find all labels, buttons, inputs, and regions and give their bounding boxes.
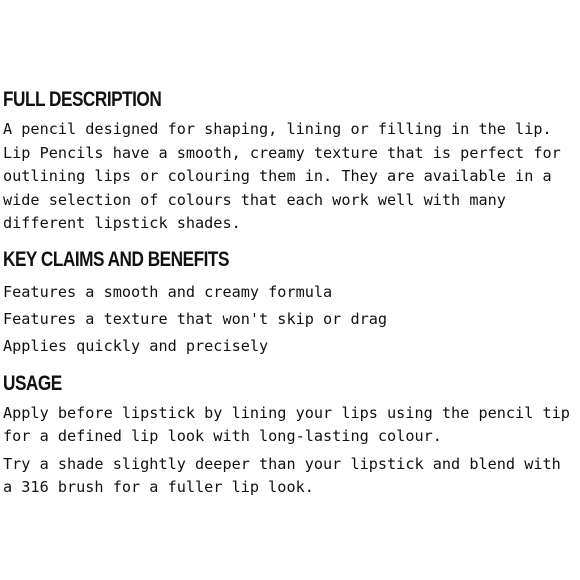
description-line: wide selection of colours that each work well with many — [3, 190, 506, 209]
full-description-heading: FULL DESCRIPTION — [3, 88, 162, 111]
claim-item: Applies quickly and precisely — [3, 336, 269, 355]
full-description-text — [3, 118, 580, 236]
description-line: Lip Pencils have a smooth, creamy texture that is perfect for — [3, 143, 561, 162]
usage-heading: USAGE — [3, 371, 62, 395]
usage-paragraph — [3, 402, 580, 449]
usage-line: for a defined lip look with long-lasting colour. — [3, 427, 442, 445]
description-line: different lipstick shades. — [3, 214, 241, 232]
claim-item: Features a texture that won't skip or drag — [3, 309, 388, 328]
description-line: A pencil designed for shaping, lining or filling in the lip. — [3, 120, 552, 138]
usage-paragraph — [3, 453, 580, 500]
usage-line: Apply before lipstick by lining your lips using the pencil tip — [3, 403, 570, 422]
key-claims-heading: KEY CLAIMS AND BENEFITS — [3, 247, 229, 271]
key-claims-list — [3, 279, 580, 360]
description-line: outlining lips or colouring them in. They are available in a — [3, 167, 552, 185]
usage-line: a 316 brush for a fuller lip look. — [3, 478, 314, 496]
claim-item: Features a smooth and creamy formula — [3, 282, 333, 301]
usage-line: Try a shade slightly deeper than your lipstick and blend with — [3, 454, 561, 473]
